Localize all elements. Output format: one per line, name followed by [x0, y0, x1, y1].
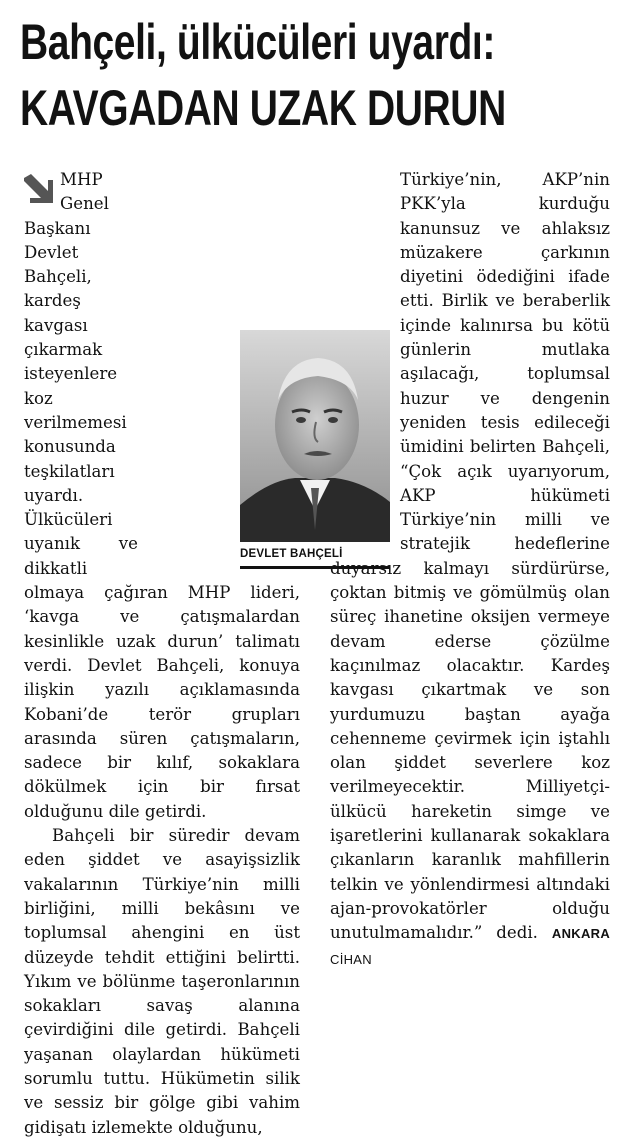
article-left-column: [24, 168, 300, 1140]
byline-city: ANKARA: [551, 926, 611, 942]
headline-line-1: Bahçeli, ülkücüleri uyardı:: [20, 14, 495, 70]
article-paragraph-3: Türkiye’nin, AKP’nin PKK’yla kurduğu kanunsuz ve ahlaksız müzakere çarkının diyetini ödediğini ifade etti. Birlik ve beraberlik içinde kalınırsa bu kötü günlerin mutlaka aşılacağı, toplumsal huzur ve dengenin yeniden tesis edileceği ümidini belirten Bahçeli, “Çok açık uyarıyorum, AKP hükümeti Türkiye’nin milli ve stratejik hedeflerine duyarsız kalmayı sürdürürse, çoktan bitmiş ve gömülmüş olan süreç ihanetine oksijen vermeye devam ederse çözülme kaçınılmaz olacaktır. Kardeş kavgası çıkartmak ve son yurdumuzu baştan ayağa cehenneme çevirmek için iştahlı olan şiddet severlere koz verilmeyecektir. Milliyetçi-ülkücü hareketin simge ve işaretlerini kullanarak sokaklara çıkanların karanlık mahfillerin telkin ve yönlendirmesi altındaki ajan-provokatörler olduğu unutulmamalıdır.” dedi. ANKARA CİHAN: [330, 170, 611, 967]
arrow-icon: [22, 172, 54, 206]
byline-agency: CİHAN: [330, 951, 372, 967]
article-paragraph-1: MHP Genel Başkanı Devlet Bahçeli, kardeş kavgası çıkarmak isteyenlere koz verilmemesi konusunda teşkilatları uyardı. Ülkücüleri uyanık ve dikkatli olmaya çağıran MHP lideri, ‘kavga ve çatışmalardan kesinlikle uzak durun’ talimatı verdi. Devlet Bahçeli, konuya ilişkin yazılı açıklamasında Kobani’de terör grupları arasında süren çatışmaların, sadece bir kılıf, sokaklara dökülmek için bir fırsat olduğunu dile getirdi.: [24, 170, 300, 821]
headline-line-2: KAVGADAN UZAK DURUN: [20, 80, 506, 136]
photo-caption: DEVLET BAHÇELİ: [240, 548, 390, 569]
article-right-column: [330, 168, 610, 972]
portrait-photo: [240, 330, 390, 542]
article-paragraph-2: Bahçeli bir süredir devam eden şiddet ve asayişsizlik vakalarının Türkiye’nin milli birliğini, milli bekâsını ve toplumsal ahengini en üst düzeyde tehdit ettiğini belirtti. Yıkım ve bölünme taşeronlarının sokakları savaş alanına çevirdiğini dile getirdi. Bahçeli yaşanan olaylardan hükümeti sorumlu tuttu. Hükümetin silik ve sessiz bir gölge gibi vahim gidişatı izlemekte olduğunu,: [24, 826, 300, 1137]
